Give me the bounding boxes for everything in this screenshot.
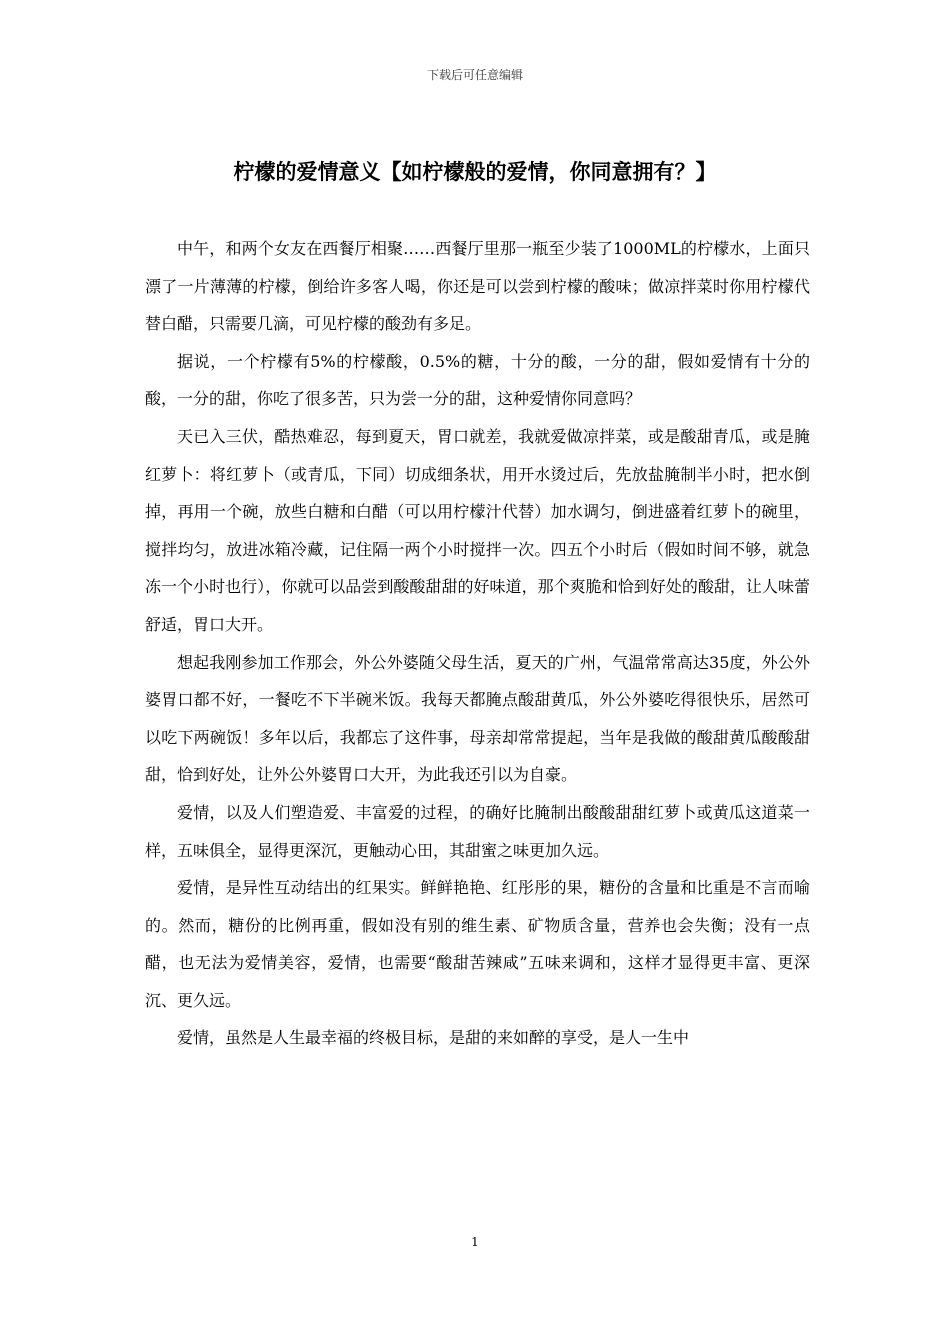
header-note: 下载后可任意编辑 [426, 68, 523, 82]
page-number: 1 [471, 1235, 479, 1249]
paragraph-3: 天已入三伏，酷热难忍，每到夏天，胃口就差，我就爱做凉拌菜，或是酸甜青瓜，或是腌红萝卜：将红萝卜（或青瓜，下同）切成细条状，用开水烫过后，先放盐腌制半小时，把水倒掉，再用一个碗，放些白糖和白醋（可以用柠檬汁代替）加水调匀，倒进盛着红萝卜的碗里，搅拌均匀，放进冰箱冷藏，记住隔一两个小时搅拌一次。四五个小时后（假如时间不够，就急冻一个小时也行），你就可以品尝到酸酸甜甜的好味道，那个爽脆和恰到好处的酸甜，让人味蕾舒适，胃口大开。 [145, 426, 810, 634]
document-title: 柠檬的爱情意义【如柠檬般的爱情，你同意拥有？】 [233, 159, 717, 184]
document-body [145, 230, 810, 1057]
paragraph-2: 据说，一个柠檬有5%的柠檬酸，0.5%的糖，十分的酸，一分的甜，假如爱情有十分的酸，一分的甜，你吃了很多苦，只为尝一分的甜，这种爱情你同意吗？ [145, 351, 810, 409]
paragraph-7: 爱情，虽然是人生最幸福的终极目标，是甜的来如醉的享受，是人一生中 [177, 1028, 690, 1048]
paragraph-1: 中午，和两个女友在西餐厅相聚……西餐厅里那一瓶至少装了1000ML的柠檬水，上面只漂了一片薄薄的柠檬，倒给许多客人喝，你还是可以尝到柠檬的酸味；做凉拌菜时你用柠檬代替白醋，只需要几滴，可见柠檬的酸劲有多足。 [145, 239, 810, 334]
paragraph-4: 想起我刚参加工作那会，外公外婆随父母生活，夏天的广州，气温常常高达35度，外公外婆胃口都不好，一餐吃不下半碗米饭。我每天都腌点酸甜黄瓜，外公外婆吃得很快乐，居然可以吃下两碗饭！多年以后，我都忘了这件事，母亲却常常提起，当年是我做的酸甜黄瓜酸酸甜甜，恰到好处，让外公外婆胃口大开，为此我还引以为自豪。 [145, 652, 810, 785]
paragraph-5: 爱情，以及人们塑造爱、丰富爱的过程，的确好比腌制出酸酸甜甜红萝卜或黄瓜这道菜一样，五味俱全，显得更深沉，更触动心田，其甜蜜之味更加久远。 [145, 802, 810, 860]
paragraph-6: 爱情，是异性互动结出的红果实。鲜鲜艳艳、红彤彤的果，糖份的含量和比重是不言而喻的。然而，糖份的比例再重，假如没有别的维生素、矿物质含量，营养也会失衡；没有一点醋，也无法为爱情美容，爱情，也需要“酸甜苦辣咸”五味来调和，这样才显得更丰富、更深沉、更久远。 [145, 878, 810, 1010]
